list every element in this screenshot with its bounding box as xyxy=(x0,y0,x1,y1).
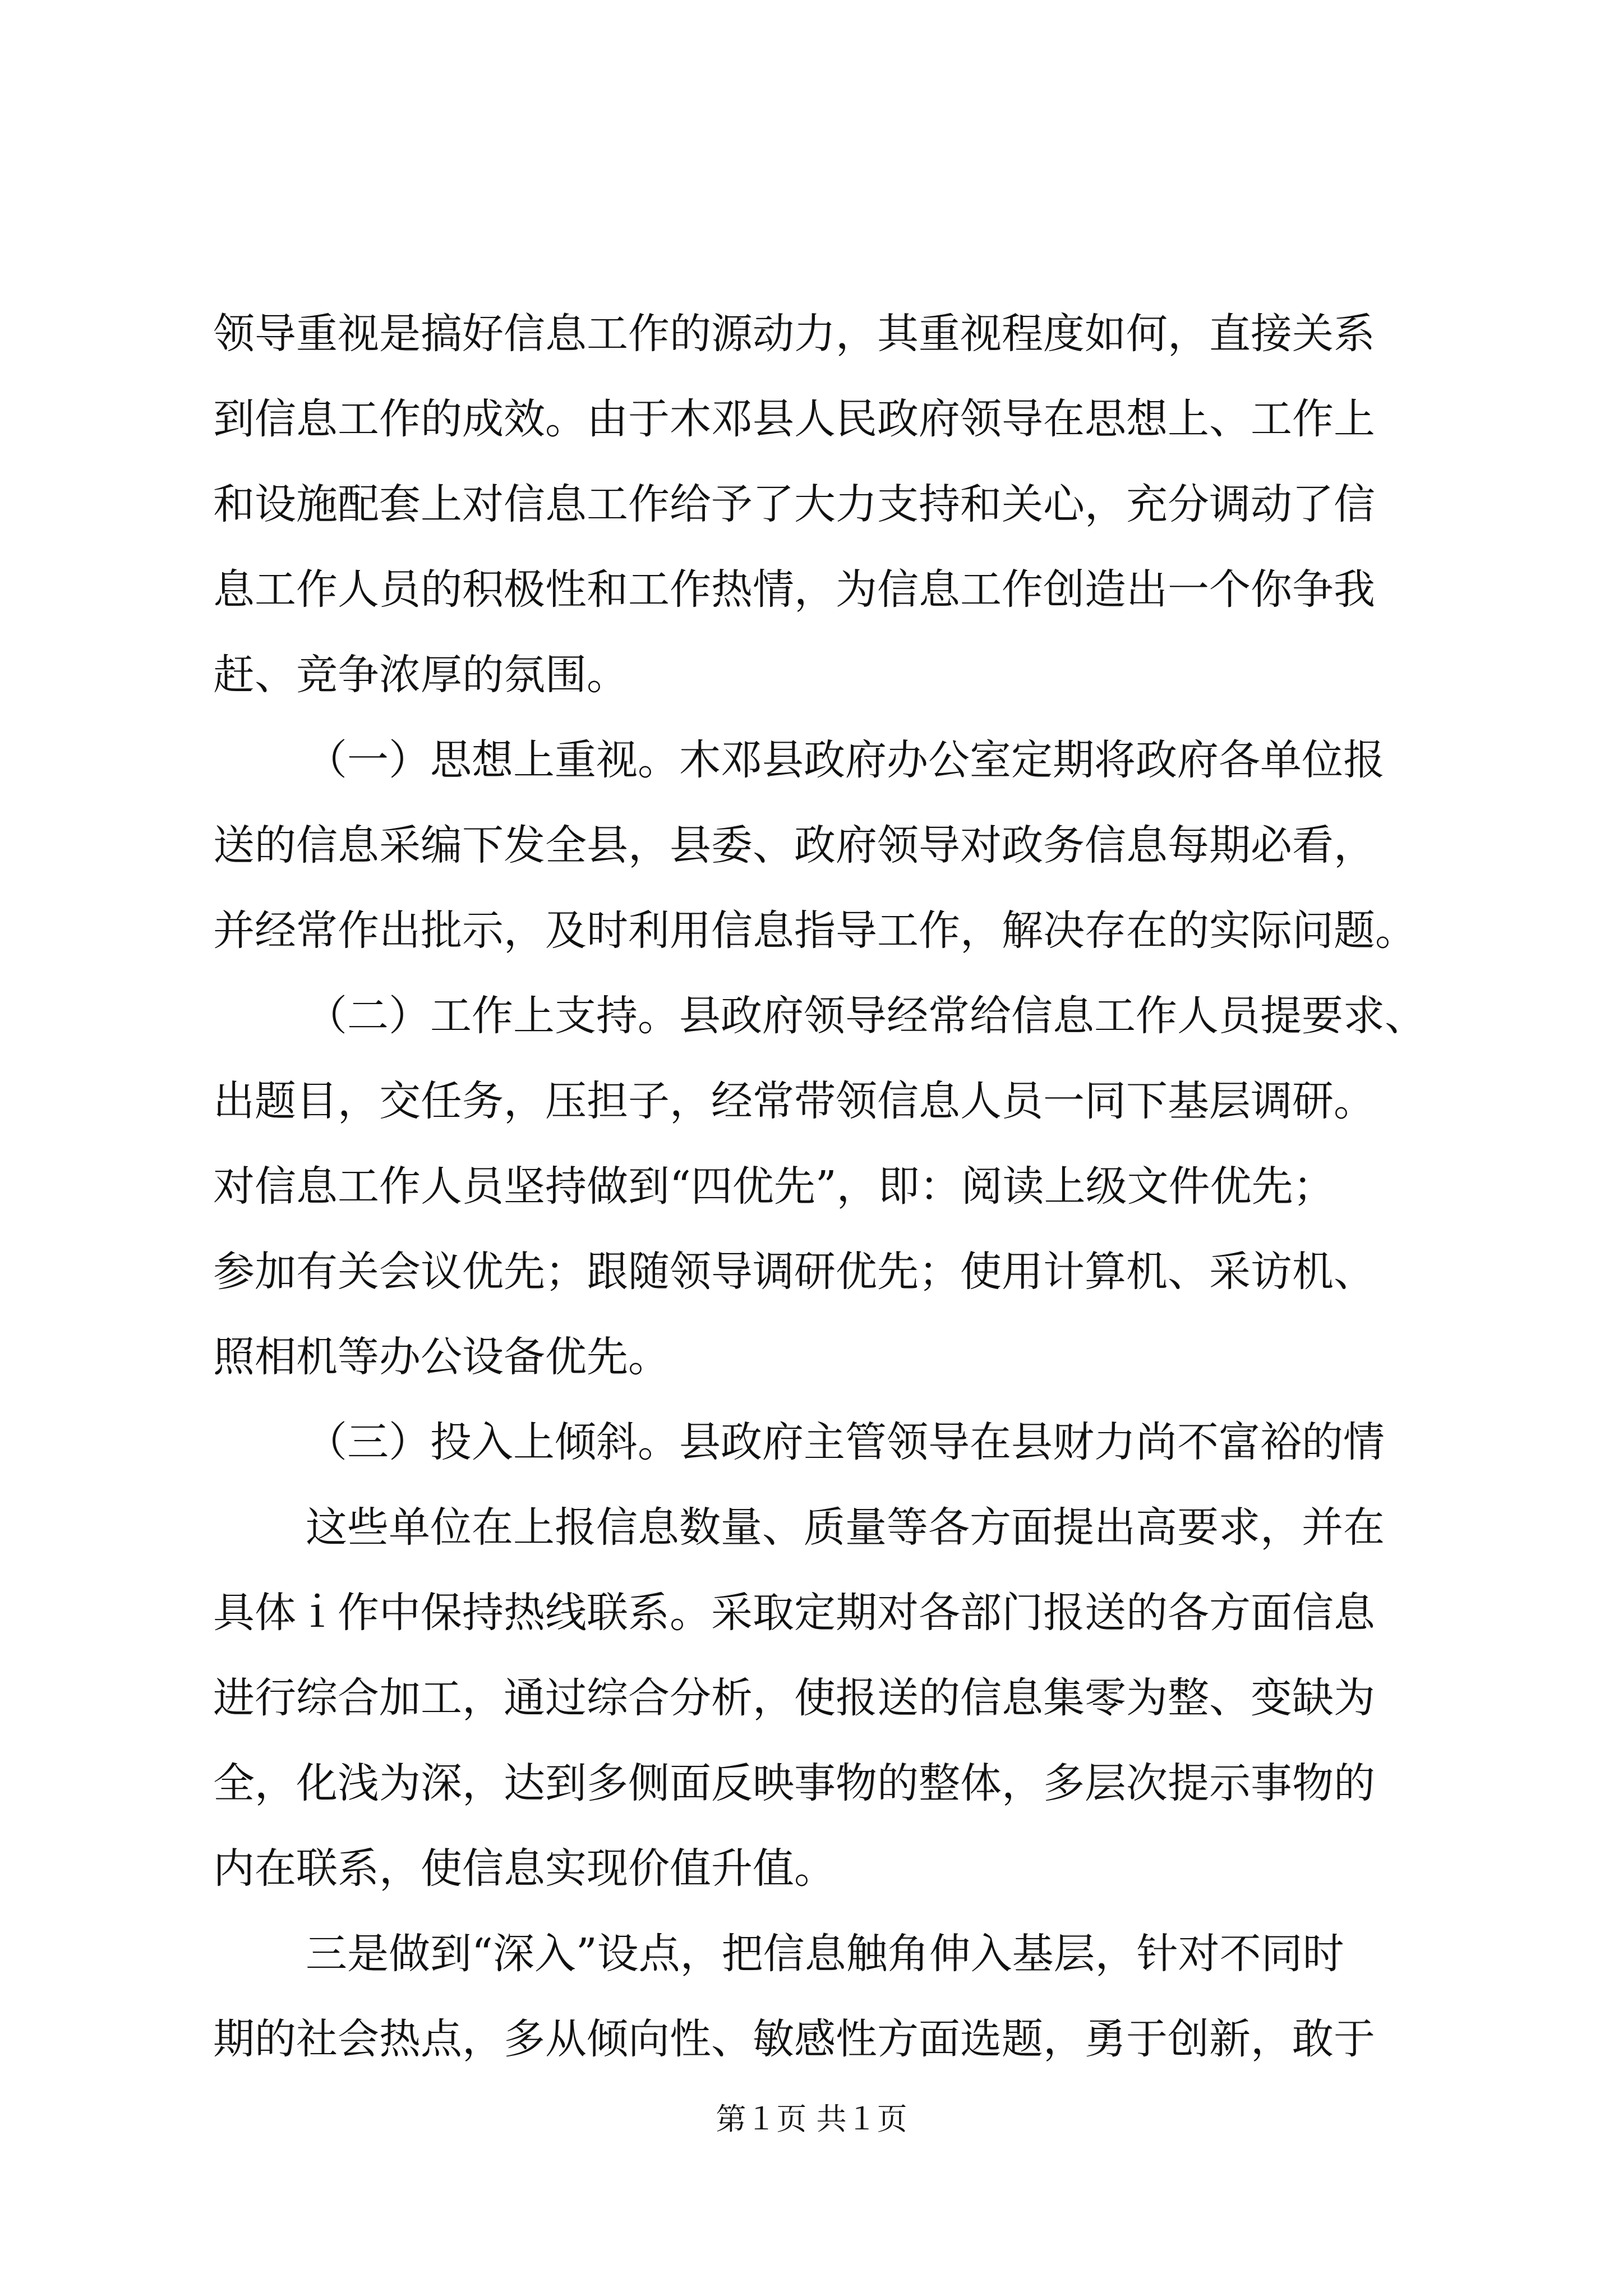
text-line-content: （二）工作上支持。县政府领导经常给信息工作人员提要求、 xyxy=(306,992,1426,1040)
text-line-content: 具体ｉ作中保持热线联系。采取定期对各部门报送的各方面信息 xyxy=(213,1589,1375,1637)
text-line xyxy=(0,1144,1623,1228)
text-line-content: 参加有关会议优先；跟随领导调研优先；使用计算机、采访机、 xyxy=(213,1248,1375,1296)
text-line xyxy=(0,1826,1623,1911)
text-line-content: 并经常作出批示，及时利用信息指导工作，解决存在的实际问题。 xyxy=(213,907,1417,955)
text-line-content: 和设施配套上对信息工作给予了大力支持和关心，充分调动了信 xyxy=(213,480,1375,528)
text-line-content: 送的信息采编下发全县，县委、政府领导对政务信息每期必看， xyxy=(213,821,1375,869)
text-line xyxy=(0,1912,1623,1996)
text-line-content: 出题目，交任务，压担子，经常带领信息人员一同下基层调研。 xyxy=(213,1077,1375,1125)
text-line-content: 三是做到“深入”设点，把信息触角伸入基层，针对不同时 xyxy=(306,1930,1344,1978)
text-line xyxy=(0,547,1623,632)
text-line-content: （三）投入上倾斜。县政府主管领导在县财力尚不富裕的情 xyxy=(306,1418,1385,1466)
text-line-content: 全，化浅为深，达到多侧面反映事物的整体，多层次提示事物的 xyxy=(213,1759,1375,1807)
text-line xyxy=(0,1656,1623,1740)
text-line-content: 期的社会热点，多从倾向性、敏感性方面选题，勇于创新，敢于 xyxy=(213,2015,1375,2063)
text-line xyxy=(0,1400,1623,1484)
text-line-content: 到信息工作的成效。由于木邓县人民政府领导在思想上、工作上 xyxy=(213,395,1375,443)
text-line xyxy=(0,377,1623,461)
text-line-content: 进行综合加工，通过综合分析，使报送的信息集零为整、变缺为 xyxy=(213,1674,1375,1722)
text-line xyxy=(0,462,1623,546)
text-line xyxy=(0,1997,1623,2081)
text-line xyxy=(0,1571,1623,1655)
text-line-content: 内在联系，使信息实现价值升值。 xyxy=(213,1844,836,1893)
text-line-content: 照相机等办公设备优先。 xyxy=(213,1333,670,1381)
text-line xyxy=(0,633,1623,717)
text-line xyxy=(0,1741,1623,1825)
text-line xyxy=(0,1230,1623,1314)
text-line-content: 这些单位在上报信息数量、质量等各方面提出高要求，并在 xyxy=(306,1503,1385,1552)
text-line xyxy=(0,974,1623,1058)
text-line xyxy=(0,1485,1623,1570)
text-line xyxy=(0,889,1623,973)
text-line xyxy=(0,1059,1623,1143)
text-line-content: 息工作人员的积极性和工作热情，为信息工作创造出一个你争我 xyxy=(213,565,1375,614)
text-line-content: 领导重视是搞好信息工作的源动力，其重视程度如何，直接关系 xyxy=(213,310,1375,358)
text-line xyxy=(0,1315,1623,1399)
text-line xyxy=(0,292,1623,376)
text-line xyxy=(0,803,1623,887)
text-line-content: 赶、竞争浓厚的氛围。 xyxy=(213,651,628,699)
text-line-content: （一）思想上重视。木邓县政府办公室定期将政府各单位报 xyxy=(306,736,1385,784)
text-line-content: 对信息工作人员坚持做到“四优先”，即：阅读上级文件优先； xyxy=(213,1162,1335,1211)
text-line xyxy=(0,718,1623,802)
page-footer: 第１页 共１页 xyxy=(716,2101,907,2137)
